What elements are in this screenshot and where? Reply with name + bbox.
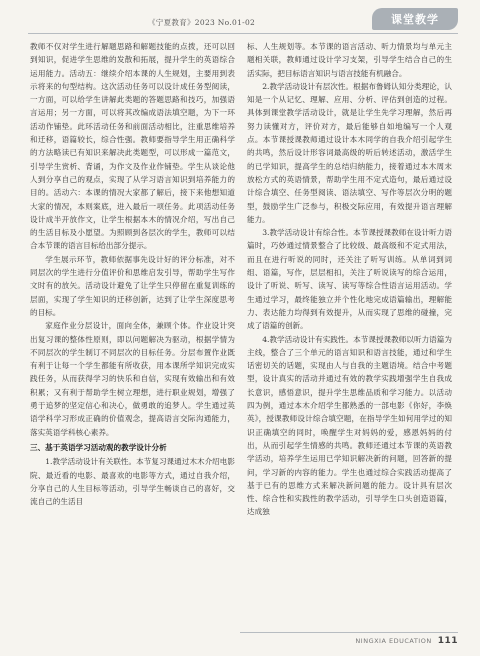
paragraph: 4.教学活动设计有实践性。本节课授课教师以听力语篇为主线，整合了三个单元的语言知识和语言技能，通过和学生话密切关的话题，实现由人与自我的主题语境。结合中考题型，设计真实的活动并通过有效的教学实践增强学生自我成长意识，感悟意识，提升学生思维品质和学习能力。以活动四为例，通过本木介绍学生都熟悉的一部电影《你好，李焕英》，授课教师设计综合填空题，在指导学生如何用学过的知识正确填空的同时，唤醒学生对妈妈的爱，感恩妈妈的付出，从而引起学生情感的共鸣。教师还通过本节课的英语教学活动，培养学生运用已学知识解决新的问题，回答新的提问，学习新的内容的能力。学生也通过综合实践活动提高了基于已有的思维方式来解决新问题的能力。设计具有层次性、综合性和实践性的教学活动，引导学生口头创造语篇，达成独	[247, 334, 452, 517]
page-header	[0, 0, 480, 44]
page-footer	[0, 624, 480, 656]
footer-rule	[240, 632, 458, 633]
header-rule	[28, 33, 458, 34]
section-tag: 课堂教学	[372, 8, 458, 30]
paragraph: 家庭作业分层设计，面向全体，兼顾个体。作业设计突出复习课的整体性原则，即以问题解决为驱动，根据学情为不同层次的学生制订不同层次的目标任务。分层布置作业既有利于让每一个学生都能有所收获，用本课所学知识完成实践任务，从而获得学习的快乐和自信，实现有效输出和有效积累；又有利于帮助学生树立理想，进行职业规划，增强了勇于追梦的坚定信心和决心，做勇敢的追梦人。学生通过英语学科学习形成正确的价值观念，提高语言交际沟通能力，落实英语学科核心素养。	[30, 321, 235, 437]
paragraph: 1.教学活动设计有关联性。本节复习课通过木木介绍电影院、最近看的电影、最喜欢的电影等方式，通过自我介绍，分享自己的人生目标等活动，引导学生畅谈自己的喜好，交流自己的生活目	[30, 457, 235, 507]
journal-title: 《宁夏教育》2023 No.01-02	[148, 18, 256, 27]
paragraph: 学生展示环节，教师依据事先设计好的评分标准，对不同层次的学生进行分值评价和思维启发引导，帮助学生写作文时有的放矢。活动设计避免了让学生只停留在重复训练的层面，实现了学生知识的迁移创新，达到了让学生深度思考的目标。	[30, 254, 235, 317]
paragraph: 2.教学活动设计有层次性。根据布鲁姆认知分类理论，认知是一个从记忆、理解、应用、分析、评估到创造的过程。具体到课堂教学活动设计，就是让学生先学习理解，然后再努力读懂对方，评价对方，最后能够自如地编写一个人观点。本节课授课教师通过设计本木同学的自我介绍引起学生的共鸣，然后设计形容词最高级的听后转述活动，激活学生的已学知识，提高学生的总结归纳能力，接着通过本木周末放松方式的英语情景，帮助学生用不定式造句，最后通过设计综合填空、任务型阅读、语法填空、写作等层次分明的题型，鼓励学生广泛参与，积极交际应用，有效提升语言理解能力。	[247, 81, 452, 224]
left-column	[30, 40, 235, 622]
paragraph: 标、人生规划等。本节课的语言活动、听力情景均与单元主题相关联，教师通过设计学习支架，引导学生结合自己的生活实际，把目标语言知识与语言技能有机融合。	[247, 42, 452, 78]
section-heading: 三、基于英语学习活动观的教学设计分析	[30, 442, 167, 452]
footer-text	[355, 636, 458, 646]
footer-label: NINGXIA EDUCATION	[355, 637, 432, 645]
right-column	[247, 40, 452, 622]
paragraph: 教师不仅对学生进行解题思路和解题技能的点拨，还可以回到知识，促进学生思维的发散和拓展，提升学生的英语综合运用能力。活动五：继续介绍本课的人生规划，主要用到表示将来的句型结构。这次活动任务可以设计成任务型阅读，一方面，可以给学生讲解此类题的答题思路和技巧，加强语言运用；另一方面，可以将其改编成语法填空题，为下一环活动作铺垫。此环活动任务和前面活动相比，注重思维培养和迁移，语篇较长，综合性强。教师要指导学生用正确科学的方法略读已有知识来解决此类题型，可以形成一篇范文，引导学生赏析、背诵，为作文及作业作铺垫。学生从谈论他人到分享自己的观点，实现了从学习语言知识到培养能力的目的。活动六：本课的情况大家都了解后，接下来他想知道大家的情况，本则案底，进入最后一项任务。此项活动任务设计成半开放作文，让学生根据本木的情况介绍，写出自己的生活目标及小愿望。为照顾到各层次的学生，教师可以结合本节课的语言目标给出部分提示。	[30, 42, 235, 251]
page-number: 111	[437, 636, 458, 646]
paragraph: 3.教学活动设计有综合性。本节课授课教师在设计听力语篇时，巧妙通过情景整合了比较级、最高级和不定式用法，而且在进行听说的同时，还关注了听写训练。从单词到词组、语篇，写作，层层相扣，关注了听说读写的综合运用，设计了听说、听写、读写、读写等综合性语言运用活动。学生通过学习，最终能独立并个性化地完成语篇输出，理解能力、表达能力均得到有效提升，从而实现了思维的碰撞，完成了语篇的创新。	[247, 228, 452, 331]
